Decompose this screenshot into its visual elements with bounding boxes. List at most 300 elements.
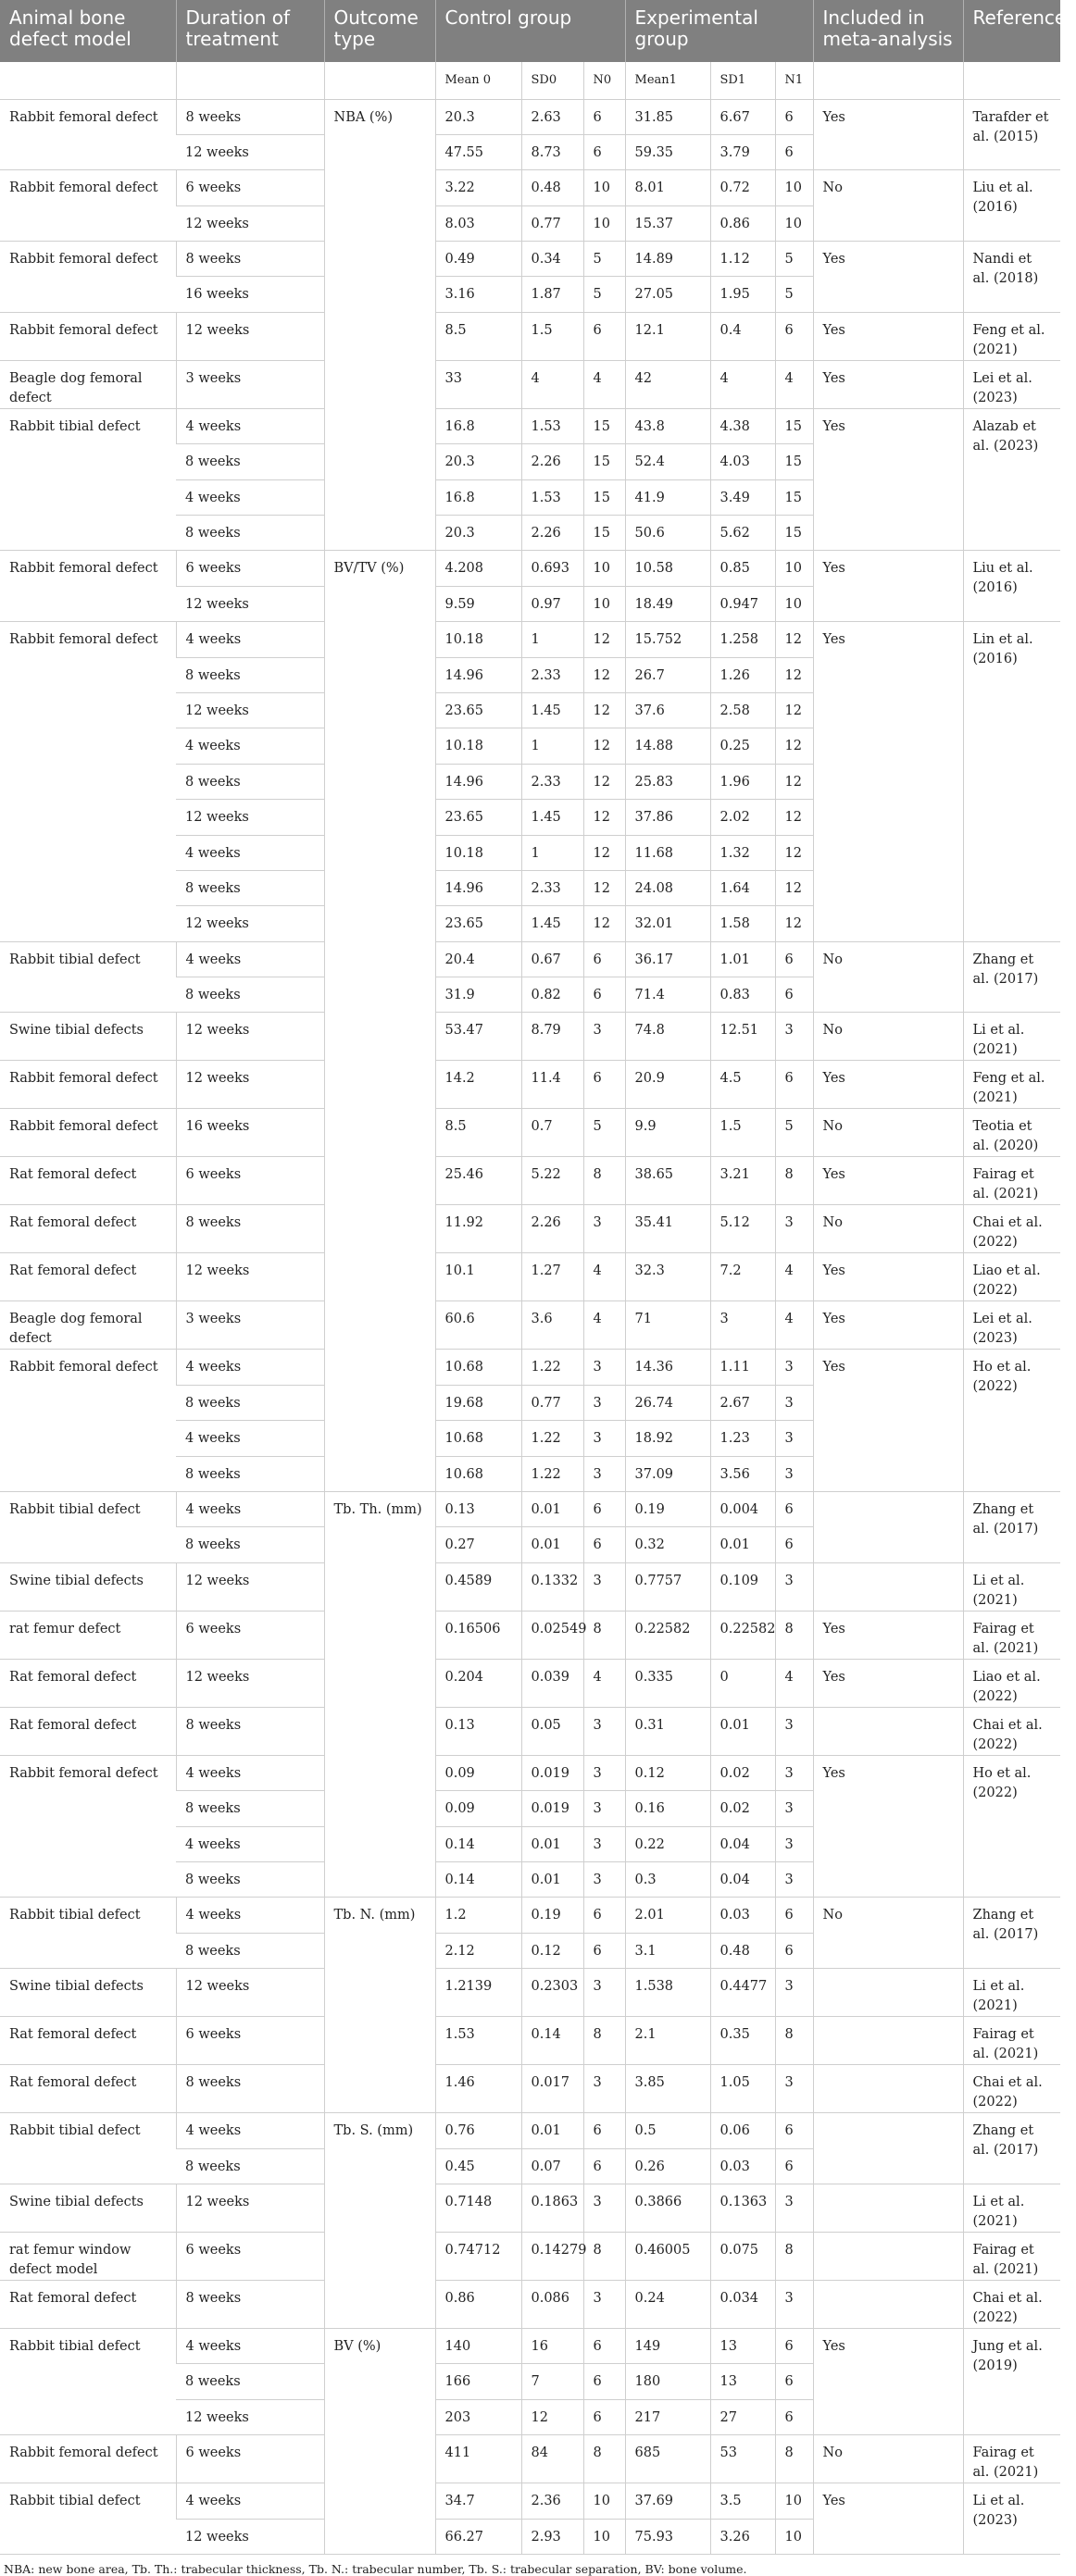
cell-m1: 27.05 [625, 277, 710, 312]
subheader-row [0, 62, 1060, 99]
cell-duration: 4 weeks [176, 1826, 324, 1861]
cell-m0: 16.8 [435, 479, 521, 515]
cell-n0: 5 [583, 277, 625, 312]
cell-m1: 59.35 [625, 134, 710, 169]
cell-sd1: 0.109 [710, 1562, 775, 1611]
cell-duration: 12 weeks [176, 2184, 324, 2232]
cell-n1: 8 [775, 2232, 813, 2280]
cell-duration: 4 weeks [176, 1755, 324, 1790]
cell-m1: 2.01 [625, 1898, 710, 1933]
cell-n1: 6 [775, 1933, 813, 1968]
table-row [0, 1013, 1060, 1061]
cell-duration: 4 weeks [176, 622, 324, 657]
cell-m1: 2.1 [625, 2017, 710, 2065]
cell-n1: 3 [775, 2184, 813, 2232]
table-row [0, 2065, 1060, 2113]
table-row [0, 1707, 1060, 1755]
cell-n0: 4 [583, 1301, 625, 1350]
cell-sd1: 0.02 [710, 1791, 775, 1826]
cell-m1: 74.8 [625, 1013, 710, 1061]
cell-sd0: 0.1863 [521, 2184, 583, 2232]
cell-n0: 3 [583, 1013, 625, 1061]
cell-sd0: 2.33 [521, 764, 583, 799]
cell-sd1: 6.67 [710, 99, 775, 134]
cell-model: Rabbit tibial defect [0, 941, 176, 1013]
cell-duration: 3 weeks [176, 360, 324, 408]
cell-n1: 6 [775, 1898, 813, 1933]
cell-model: rat femur defect [0, 1611, 176, 1659]
cell-model: Rat femoral defect [0, 1707, 176, 1755]
cell-sd0: 0.67 [521, 941, 583, 977]
cell-model: Rabbit tibial defect [0, 2113, 176, 2184]
cell-sd1: 27 [710, 2399, 775, 2434]
cell-n0: 10 [583, 205, 625, 241]
cell-m1: 25.83 [625, 764, 710, 799]
cell-sd0: 3.6 [521, 1301, 583, 1350]
cell-duration: 8 weeks [176, 242, 324, 277]
cell-m0: 3.16 [435, 277, 521, 312]
cell-model: Rabbit femoral defect [0, 170, 176, 242]
header-outcome: Outcome type [324, 0, 435, 62]
cell-model: Rabbit tibial defect [0, 2328, 176, 2434]
cell-sd0: 2.26 [521, 516, 583, 551]
cell-m1: 0.19 [625, 1492, 710, 1527]
cell-m1: 35.41 [625, 1205, 710, 1253]
cell-m0: 10.1 [435, 1253, 521, 1301]
cell-m1: 9.9 [625, 1109, 710, 1157]
cell-sd0: 0.7 [521, 1109, 583, 1157]
table-row [0, 312, 1060, 360]
cell-included: No [813, 2435, 963, 2483]
cell-duration: 4 weeks [176, 1421, 324, 1456]
cell-included: Yes [813, 622, 963, 942]
cell-n1: 3 [775, 1013, 813, 1061]
cell-m0: 1.2 [435, 1898, 521, 1933]
cell-m1: 43.8 [625, 408, 710, 443]
cell-included [813, 1707, 963, 1755]
cell-m0: 8.5 [435, 312, 521, 360]
cell-sd1: 0.85 [710, 551, 775, 586]
cell-model: Rabbit femoral defect [0, 1350, 176, 1492]
cell-duration: 12 weeks [176, 134, 324, 169]
cell-reference: Fairag et al. (2021) [963, 1611, 1060, 1659]
subheader-sd1: SD1 [710, 62, 775, 99]
cell-n1: 4 [775, 1301, 813, 1350]
cell-sd1: 0.04 [710, 1826, 775, 1861]
cell-included [813, 2232, 963, 2280]
cell-duration: 12 weeks [176, 1061, 324, 1109]
cell-m1: 71 [625, 1301, 710, 1350]
cell-n0: 4 [583, 360, 625, 408]
cell-included [813, 1969, 963, 2017]
cell-m0: 10.68 [435, 1421, 521, 1456]
cell-duration: 8 weeks [176, 444, 324, 479]
cell-n0: 8 [583, 2232, 625, 2280]
header-row [0, 0, 1060, 62]
cell-duration: 4 weeks [176, 2328, 324, 2363]
cell-n0: 6 [583, 2364, 625, 2399]
cell-duration: 8 weeks [176, 1862, 324, 1898]
cell-n0: 6 [583, 1492, 625, 1527]
cell-n0: 5 [583, 242, 625, 277]
cell-n1: 10 [775, 205, 813, 241]
cell-n0: 10 [583, 170, 625, 205]
cell-sd1: 13 [710, 2364, 775, 2399]
cell-n0: 3 [583, 1862, 625, 1898]
cell-m1: 71.4 [625, 977, 710, 1013]
cell-n0: 6 [583, 2399, 625, 2434]
cell-model: Swine tibial defects [0, 1969, 176, 2017]
cell-sd0: 0.01 [521, 2113, 583, 2148]
cell-sd1: 4.03 [710, 444, 775, 479]
cell-model: rat femur window defect model [0, 2232, 176, 2280]
cell-sd0: 2.33 [521, 870, 583, 905]
cell-m0: 20.4 [435, 941, 521, 977]
cell-n1: 10 [775, 586, 813, 621]
table-body [0, 99, 1060, 2554]
cell-sd0: 1.22 [521, 1350, 583, 1385]
cell-sd0: 0.77 [521, 205, 583, 241]
cell-sd1: 1.23 [710, 1421, 775, 1456]
cell-reference: Feng et al. (2021) [963, 312, 1060, 360]
cell-m1: 14.88 [625, 728, 710, 764]
cell-sd0: 5.22 [521, 1157, 583, 1205]
cell-m1: 32.01 [625, 906, 710, 941]
cell-n1: 3 [775, 1562, 813, 1611]
cell-n1: 10 [775, 2483, 813, 2519]
cell-m0: 0.76 [435, 2113, 521, 2148]
cell-included: No [813, 1109, 963, 1157]
cell-model: Rat femoral defect [0, 1205, 176, 1253]
cell-duration: 8 weeks [176, 870, 324, 905]
cell-sd1: 1.95 [710, 277, 775, 312]
cell-n0: 4 [583, 1253, 625, 1301]
cell-model: Beagle dog femoral defect [0, 1301, 176, 1350]
cell-m1: 149 [625, 2328, 710, 2363]
cell-m0: 14.2 [435, 1061, 521, 1109]
cell-n0: 3 [583, 1205, 625, 1253]
cell-n0: 6 [583, 2148, 625, 2184]
cell-reference: Li et al. (2021) [963, 1969, 1060, 2017]
cell-duration: 4 weeks [176, 408, 324, 443]
cell-m0: 20.3 [435, 516, 521, 551]
cell-n1: 12 [775, 764, 813, 799]
cell-reference: Li et al. (2021) [963, 1562, 1060, 1611]
cell-duration: 6 weeks [176, 1157, 324, 1205]
cell-m1: 41.9 [625, 479, 710, 515]
cell-m1: 14.36 [625, 1350, 710, 1385]
cell-outcome: Tb. Th. (mm) [324, 1492, 435, 1898]
cell-duration: 12 weeks [176, 205, 324, 241]
cell-n0: 12 [583, 906, 625, 941]
table-row [0, 2483, 1060, 2519]
cell-duration: 12 weeks [176, 1562, 324, 1611]
table-row [0, 2184, 1060, 2232]
cell-included [813, 2184, 963, 2232]
cell-sd0: 0.05 [521, 1707, 583, 1755]
cell-duration: 12 weeks [176, 1969, 324, 2017]
cell-duration: 12 weeks [176, 1013, 324, 1061]
cell-n1: 8 [775, 1157, 813, 1205]
cell-sd1: 3.56 [710, 1456, 775, 1491]
cell-sd0: 1.45 [521, 800, 583, 835]
cell-sd0: 84 [521, 2435, 583, 2483]
cell-duration: 12 weeks [176, 692, 324, 728]
cell-n0: 3 [583, 1350, 625, 1385]
cell-n0: 10 [583, 2483, 625, 2519]
cell-duration: 4 weeks [176, 728, 324, 764]
cell-m1: 3.1 [625, 1933, 710, 1968]
cell-reference: Lei et al. (2023) [963, 1301, 1060, 1350]
table-row [0, 2435, 1060, 2483]
cell-model: Rabbit femoral defect [0, 1755, 176, 1898]
cell-m0: 140 [435, 2328, 521, 2363]
cell-sd0: 2.26 [521, 444, 583, 479]
cell-n1: 6 [775, 1061, 813, 1109]
cell-sd0: 0.14 [521, 2017, 583, 2065]
cell-outcome: NBA (%) [324, 99, 435, 551]
cell-sd0: 0.19 [521, 1898, 583, 1933]
cell-sd1: 0 [710, 1659, 775, 1707]
cell-model: Rat femoral defect [0, 1253, 176, 1301]
cell-m0: 9.59 [435, 586, 521, 621]
cell-m1: 0.31 [625, 1707, 710, 1755]
cell-m0: 20.3 [435, 444, 521, 479]
cell-duration: 8 weeks [176, 1527, 324, 1562]
cell-included: Yes [813, 1157, 963, 1205]
cell-m0: 0.7148 [435, 2184, 521, 2232]
cell-duration: 3 weeks [176, 1301, 324, 1350]
cell-m1: 18.92 [625, 1421, 710, 1456]
cell-duration: 16 weeks [176, 1109, 324, 1157]
cell-n0: 8 [583, 2017, 625, 2065]
cell-m0: 23.65 [435, 906, 521, 941]
cell-m0: 4.208 [435, 551, 521, 586]
cell-reference: Teotia et al. (2020) [963, 1109, 1060, 1157]
cell-reference: Liu et al. (2016) [963, 551, 1060, 622]
cell-reference: Tarafder et al. (2015) [963, 99, 1060, 170]
table-row [0, 1350, 1060, 1385]
cell-sd0: 0.039 [521, 1659, 583, 1707]
cell-m0: 0.13 [435, 1492, 521, 1527]
cell-m0: 10.68 [435, 1456, 521, 1491]
cell-m1: 37.69 [625, 2483, 710, 2519]
cell-duration: 12 weeks [176, 2399, 324, 2434]
cell-n1: 3 [775, 1707, 813, 1755]
cell-n0: 3 [583, 2184, 625, 2232]
cell-included: Yes [813, 408, 963, 551]
table-row [0, 1301, 1060, 1350]
cell-m0: 2.12 [435, 1933, 521, 1968]
table-row [0, 1659, 1060, 1707]
cell-n0: 10 [583, 2519, 625, 2554]
subheader-sd0: SD0 [521, 62, 583, 99]
cell-outcome: BV/TV (%) [324, 551, 435, 1492]
cell-sd0: 0.01 [521, 1826, 583, 1861]
cell-duration: 12 weeks [176, 1253, 324, 1301]
cell-m1: 0.7757 [625, 1562, 710, 1611]
cell-n0: 8 [583, 1157, 625, 1205]
cell-duration: 8 weeks [176, 977, 324, 1013]
header-references: References [963, 0, 1060, 62]
cell-sd1: 1.01 [710, 941, 775, 977]
cell-sd1: 3.49 [710, 479, 775, 515]
table-row [0, 2232, 1060, 2280]
cell-reference: Liao et al. (2022) [963, 1659, 1060, 1707]
cell-m1: 217 [625, 2399, 710, 2434]
cell-reference: Zhang et al. (2017) [963, 1492, 1060, 1563]
cell-n1: 12 [775, 800, 813, 835]
cell-n1: 6 [775, 1527, 813, 1562]
cell-n0: 12 [583, 728, 625, 764]
cell-n1: 6 [775, 2113, 813, 2148]
cell-sd0: 1.53 [521, 479, 583, 515]
cell-m0: 0.14 [435, 1826, 521, 1861]
table-row [0, 1492, 1060, 1527]
cell-n1: 3 [775, 1385, 813, 1420]
table-row [0, 408, 1060, 443]
cell-m1: 0.24 [625, 2280, 710, 2328]
cell-sd0: 1.45 [521, 906, 583, 941]
cell-m0: 0.14 [435, 1862, 521, 1898]
cell-sd1: 12.51 [710, 1013, 775, 1061]
cell-duration: 12 weeks [176, 800, 324, 835]
cell-n0: 3 [583, 1562, 625, 1611]
cell-model: Rabbit tibial defect [0, 2483, 176, 2555]
cell-model: Rabbit femoral defect [0, 1061, 176, 1109]
cell-n0: 12 [583, 800, 625, 835]
header-experimental: Experimental group [625, 0, 813, 62]
cell-included: Yes [813, 360, 963, 408]
cell-reference: Chai et al. (2022) [963, 1205, 1060, 1253]
table-row [0, 1969, 1060, 2017]
cell-n0: 6 [583, 1933, 625, 1968]
cell-sd0: 1.22 [521, 1456, 583, 1491]
cell-m1: 15.752 [625, 622, 710, 657]
cell-sd1: 2.67 [710, 1385, 775, 1420]
cell-m1: 0.22582 [625, 1611, 710, 1659]
cell-sd0: 0.12 [521, 1933, 583, 1968]
cell-reference: Zhang et al. (2017) [963, 1898, 1060, 1969]
cell-sd0: 0.019 [521, 1755, 583, 1790]
table-row [0, 1562, 1060, 1611]
cell-model: Swine tibial defects [0, 2184, 176, 2232]
cell-model: Rat femoral defect [0, 1659, 176, 1707]
cell-m1: 685 [625, 2435, 710, 2483]
cell-duration: 4 weeks [176, 1492, 324, 1527]
cell-duration: 4 weeks [176, 2113, 324, 2148]
cell-sd1: 4 [710, 360, 775, 408]
cell-duration: 4 weeks [176, 941, 324, 977]
cell-n0: 10 [583, 551, 625, 586]
cell-sd0: 0.14279 [521, 2232, 583, 2280]
cell-m0: 203 [435, 2399, 521, 2434]
cell-sd1: 1.258 [710, 622, 775, 657]
cell-n1: 5 [775, 277, 813, 312]
cell-m0: 20.3 [435, 99, 521, 134]
cell-m0: 23.65 [435, 800, 521, 835]
cell-m1: 38.65 [625, 1157, 710, 1205]
cell-m1: 37.86 [625, 800, 710, 835]
cell-sd1: 0.04 [710, 1862, 775, 1898]
cell-sd1: 0.4477 [710, 1969, 775, 2017]
cell-reference: Fairag et al. (2021) [963, 2017, 1060, 2065]
table-row [0, 2328, 1060, 2363]
cell-sd1: 5.12 [710, 1205, 775, 1253]
cell-m0: 10.18 [435, 835, 521, 870]
cell-m0: 8.5 [435, 1109, 521, 1157]
cell-sd0: 1 [521, 728, 583, 764]
cell-outcome: Tb. N. (mm) [324, 1898, 435, 2113]
cell-included: Yes [813, 1659, 963, 1707]
cell-n1: 6 [775, 2148, 813, 2184]
cell-reference: Zhang et al. (2017) [963, 941, 1060, 1013]
cell-n0: 3 [583, 1456, 625, 1491]
cell-reference: Chai et al. (2022) [963, 1707, 1060, 1755]
cell-m0: 1.53 [435, 2017, 521, 2065]
cell-duration: 8 weeks [176, 1205, 324, 1253]
cell-m0: 0.49 [435, 242, 521, 277]
cell-included: Yes [813, 312, 963, 360]
cell-reference: Fairag et al. (2021) [963, 2435, 1060, 2483]
cell-sd1: 0.35 [710, 2017, 775, 2065]
cell-reference: Chai et al. (2022) [963, 2280, 1060, 2328]
cell-n0: 3 [583, 2065, 625, 2113]
cell-model: Rabbit femoral defect [0, 622, 176, 942]
cell-included: No [813, 1013, 963, 1061]
cell-duration: 4 weeks [176, 2483, 324, 2519]
cell-n0: 3 [583, 1969, 625, 2017]
cell-n1: 3 [775, 1205, 813, 1253]
table-row [0, 1061, 1060, 1109]
cell-n1: 4 [775, 1659, 813, 1707]
cell-reference: Chai et al. (2022) [963, 2065, 1060, 2113]
cell-m1: 12.1 [625, 312, 710, 360]
cell-n1: 3 [775, 1456, 813, 1491]
cell-n0: 8 [583, 1611, 625, 1659]
cell-included: No [813, 170, 963, 242]
cell-n0: 6 [583, 941, 625, 977]
cell-m0: 411 [435, 2435, 521, 2483]
cell-n0: 3 [583, 1755, 625, 1790]
cell-model: Rat femoral defect [0, 2017, 176, 2065]
cell-m1: 180 [625, 2364, 710, 2399]
cell-included: Yes [813, 1061, 963, 1109]
cell-included: Yes [813, 242, 963, 313]
cell-duration: 8 weeks [176, 2065, 324, 2113]
cell-duration: 6 weeks [176, 2017, 324, 2065]
cell-n1: 6 [775, 2364, 813, 2399]
cell-m0: 34.7 [435, 2483, 521, 2519]
cell-m0: 53.47 [435, 1013, 521, 1061]
cell-m1: 0.26 [625, 2148, 710, 2184]
cell-n1: 3 [775, 1826, 813, 1861]
cell-m0: 16.8 [435, 408, 521, 443]
cell-m0: 23.65 [435, 692, 521, 728]
cell-sd1: 0.22582 [710, 1611, 775, 1659]
cell-duration: 8 weeks [176, 99, 324, 134]
cell-sd0: 0.017 [521, 2065, 583, 2113]
cell-m0: 47.55 [435, 134, 521, 169]
cell-model: Rabbit tibial defect [0, 1492, 176, 1563]
cell-m1: 15.37 [625, 205, 710, 241]
cell-model: Rabbit femoral defect [0, 551, 176, 622]
cell-m1: 11.68 [625, 835, 710, 870]
cell-n1: 3 [775, 2065, 813, 2113]
cell-duration: 8 weeks [176, 516, 324, 551]
cell-sd0: 1.5 [521, 312, 583, 360]
cell-m1: 31.85 [625, 99, 710, 134]
